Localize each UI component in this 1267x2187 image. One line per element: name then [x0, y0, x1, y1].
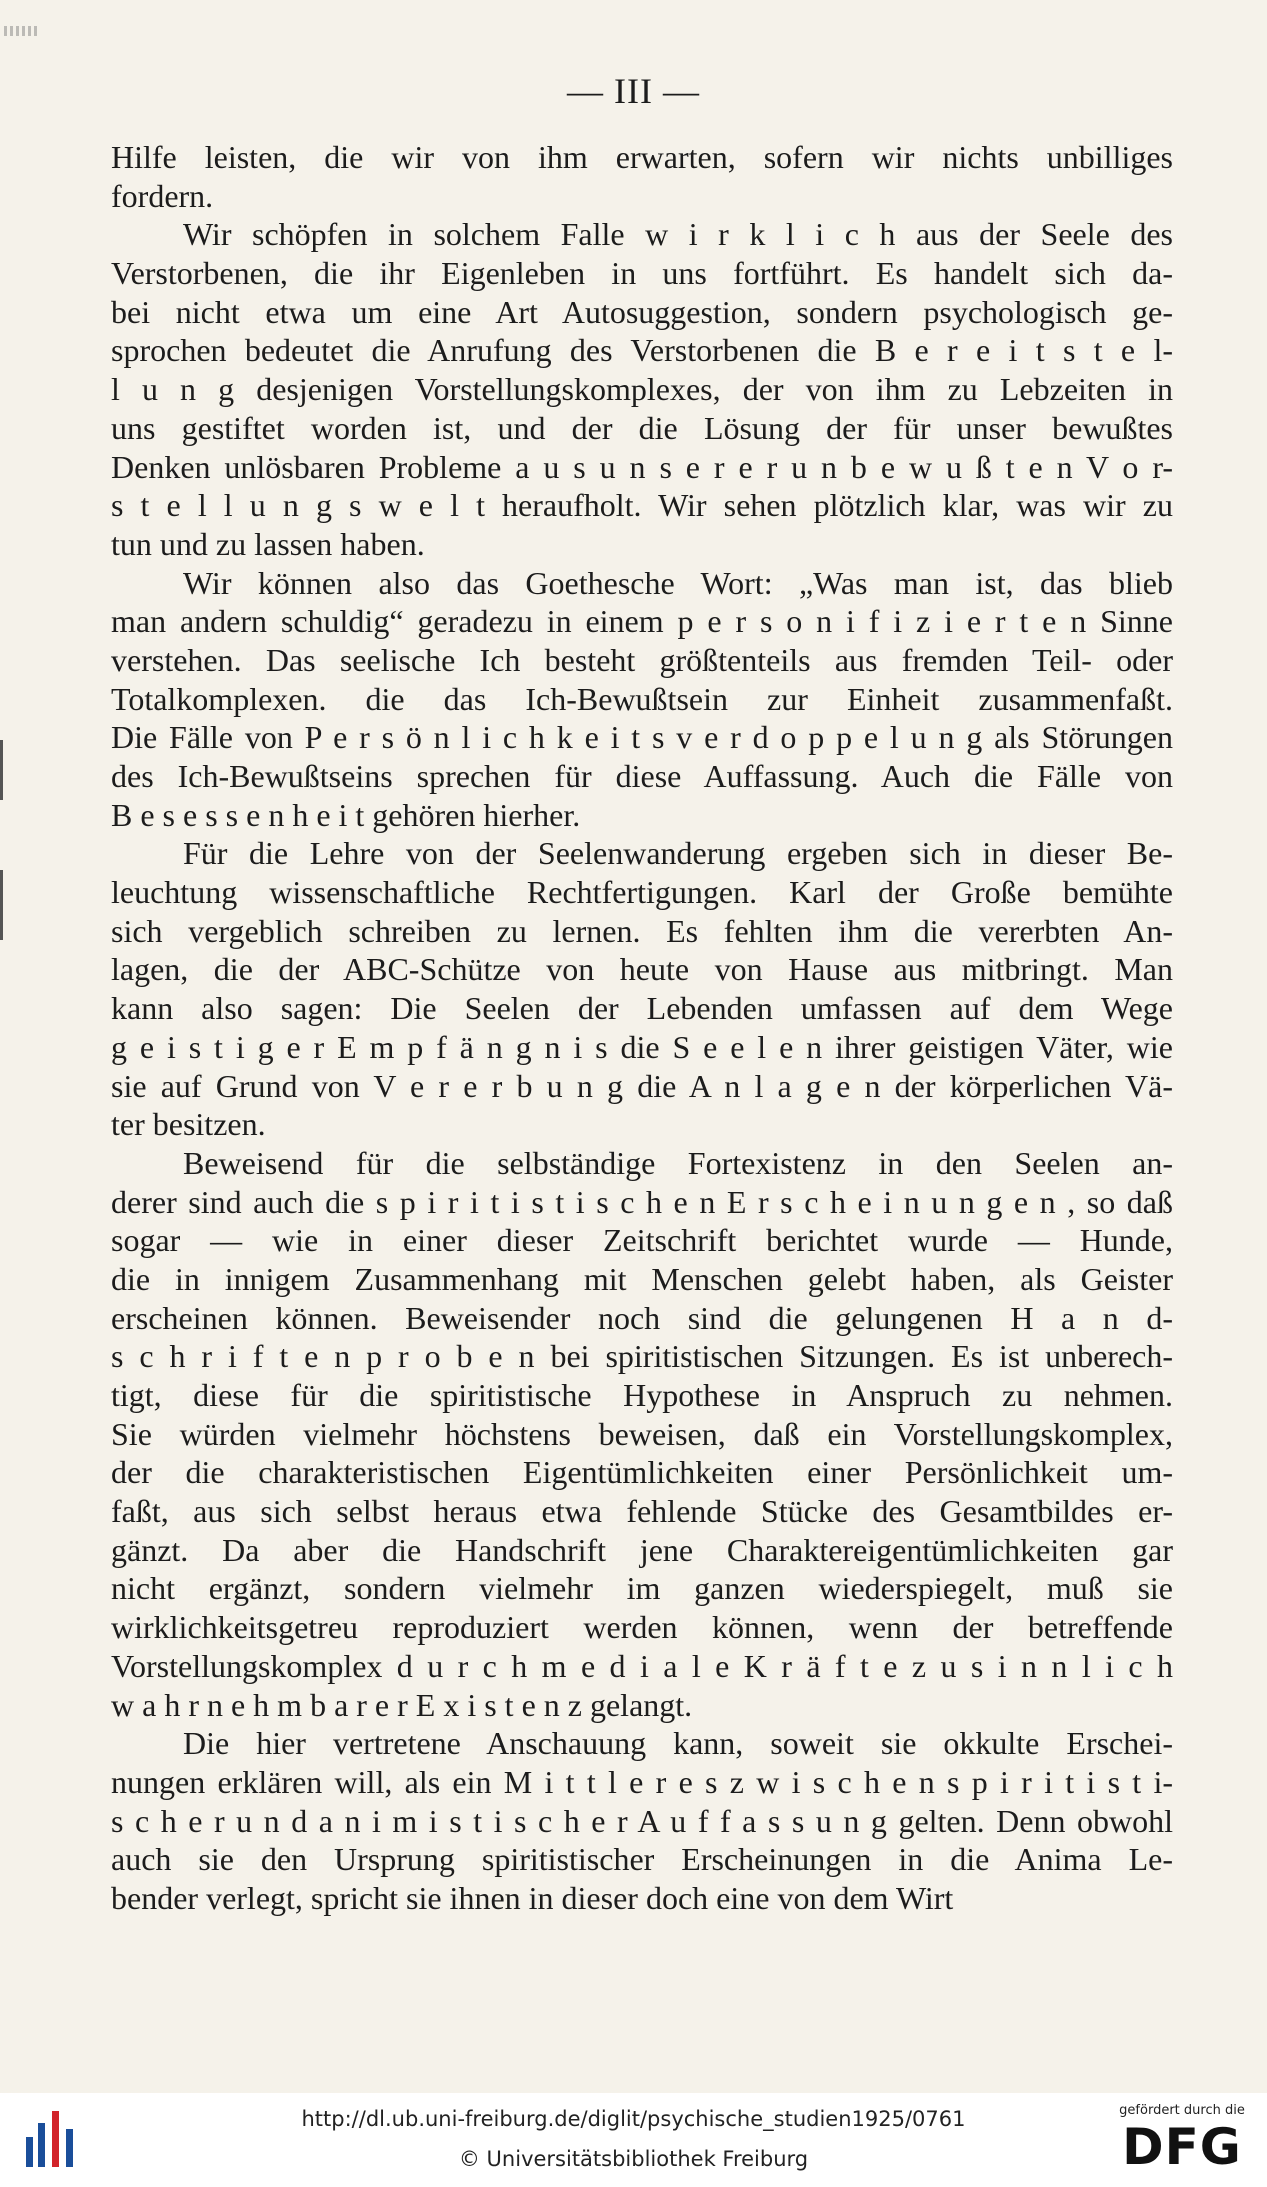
text-line: Wir schöpfen in solchem Falle w i r k l i c h aus der Seele des [183, 216, 1173, 253]
text-line: ter besitzen. [111, 1106, 266, 1143]
permalink-link[interactable]: http://dl.ub.uni-freiburg.de/diglit/psychische_studien1925/0761 [301, 2107, 966, 2131]
text-line: s c h e r u n d a n i m i s t i s c h e r A u f f a s s u n g gelten. Denn obwohl [111, 1802, 1173, 1839]
paragraph [111, 1144, 1173, 1724]
page-edge-mark [0, 740, 3, 800]
body-text [111, 138, 1173, 1918]
text-line: uns gestiftet worden ist, und der die Lösung der für unser bewußtes [111, 409, 1173, 446]
text-line: Die hier vertretene Anschauung kann, soweit sie okkulte Erschei- [183, 1725, 1173, 1762]
text-line: Wir können also das Goethesche Wort: „Was man ist, das blieb [183, 564, 1173, 601]
text-line: erscheinen können. Beweisender noch sind die gelungenen H a n d- [111, 1299, 1173, 1336]
text-line: w a h r n e h m b a r e r E x i s t e n z gelangt. [111, 1686, 693, 1723]
dfg-caption: gefördert durch die [1119, 2103, 1245, 2118]
paragraph [111, 564, 1173, 835]
text-line: Hilfe leisten, die wir von ihm erwarten, sofern wir nichts unbilliges [111, 139, 1173, 175]
text-line: sogar — wie in einer dieser Zeitschrift berichtet wurde — Hunde, [111, 1222, 1173, 1259]
text-line: die in innigem Zusammenhang mit Menschen gelebt haben, als Geister [111, 1260, 1173, 1297]
text-line: l u n g desjenigen Vorstellungskomplexes, der von ihm zu Lebzeiten in [111, 371, 1173, 408]
text-line: sprochen bedeutet die Anrufung des Verstorbenen die B e r e i t s t e l- [111, 332, 1173, 369]
text-line: bei nicht etwa um eine Art Autosuggestion, sondern psychologisch ge- [111, 293, 1173, 330]
text-line: verstehen. Das seelische Ich besteht größtenteils aus fremden Teil- oder [111, 641, 1173, 678]
dfg-logo [1117, 2103, 1247, 2181]
text-line: nungen erklären will, als ein M i t t l e r e s z w i s c h e n s p i r i t i s t i- [111, 1763, 1173, 1800]
text-line: Für die Lehre von der Seelenwanderung ergeben sich in dieser Be- [183, 835, 1173, 872]
text-line: Die Fälle von P e r s ö n l i c h k e i t s v e r d o p p e l u n g als Störungen [111, 719, 1173, 756]
text-line: s t e l l u n g s w e l t heraufholt. Wir sehen plötzlich klar, was wir zu [111, 487, 1173, 524]
page-edge-mark [0, 870, 3, 940]
text-line: tun und zu lassen haben. [111, 525, 425, 562]
text-line: lagen, die der ABC-Schütze von heute von Hause aus mitbringt. Man [111, 951, 1173, 988]
text-line: Beweisend für die selbständige Fortexistenz in den Seelen an- [183, 1144, 1173, 1181]
paragraph [111, 834, 1173, 1144]
footer [0, 2093, 1267, 2187]
text-line: sich vergeblich schreiben zu lernen. Es fehlten ihm die vererbten An- [111, 912, 1173, 949]
text-line: leuchtung wissenschaftliche Rechtfertigungen. Karl der Große bemühte [111, 874, 1173, 911]
paragraph [111, 138, 1173, 215]
text-line: kann also sagen: Die Seelen der Lebenden umfassen auf dem Wege [111, 990, 1173, 1027]
text-line: gänzt. Da aber die Handschrift jene Charaktereigentümlichkeiten gar [111, 1531, 1173, 1568]
text-line: fordern. [111, 177, 214, 214]
text-line: Totalkomplexen. die das Ich-Bewußtsein zur Einheit zusammenfaßt. [111, 680, 1173, 717]
text-line: man andern schuldig“ geradezu in einem p e r s o n i f i z i e r t e n Sinne [111, 603, 1173, 640]
text-line: der die charakteristischen Eigentümlichkeiten einer Persönlichkeit um- [111, 1454, 1173, 1491]
page-number: — III — [567, 71, 700, 111]
paragraph [111, 1724, 1173, 1917]
copyright-text: © Universitätsbibliothek Freiburg [458, 2147, 809, 2171]
text-line: bender verlegt, spricht sie ihnen in dieser doch eine von dem Wirt [111, 1879, 954, 1916]
text-line: Sie würden vielmehr höchstens beweisen, daß ein Vorstellungskomplex, [111, 1415, 1173, 1452]
text-line: Vorstellungskomplex d u r c h m e d i a l e K r ä f t e z u s i n n l i c h [111, 1647, 1173, 1684]
text-line: tigt, diese für die spiritistische Hypothese in Anspruch zu nehmen. [111, 1377, 1173, 1413]
text-line: auch sie den Ursprung spiritistischer Erscheinungen in die Anima Le- [111, 1841, 1173, 1878]
text-line: g e i s t i g e r E m p f ä n g n i s die S e e l e n ihrer geistigen Väter, wie [111, 1028, 1173, 1065]
scan-artifact [4, 26, 38, 36]
text-line: derer sind auch die s p i r i t i s t i s c h e n E r s c h e i n u n g e n , so daß [111, 1183, 1173, 1220]
text-line: wirklichkeitsgetreu reproduziert werden können, wenn der betreffende [111, 1609, 1173, 1646]
text-line: sie auf Grund von V e r e r b u n g die A n l a g e n der körperlichen Vä- [111, 1067, 1173, 1104]
text-line: Denken unlösbaren Probleme a u s u n s e r e r u n b e w u ß t e n V o r- [111, 448, 1173, 485]
text-line: B e s e s s e n h e i t gehören hierher. [111, 796, 581, 833]
text-line: des Ich-Bewußtseins sprechen für diese Auffassung. Auch die Fälle von [111, 758, 1173, 794]
text-line: faßt, aus sich selbst heraus etwa fehlende Stücke des Gesamtbildes er- [111, 1493, 1173, 1530]
dfg-logo-text: DFG [1122, 2118, 1242, 2176]
text-line: Verstorbenen, die ihr Eigenleben in uns fortführt. Es handelt sich da- [111, 255, 1173, 292]
text-line: nicht ergänzt, sondern vielmehr im ganzen wiederspiegelt, muß sie [111, 1570, 1173, 1607]
paragraph [111, 215, 1173, 563]
text-line: s c h r i f t e n p r o b e n bei spiritistischen Sitzungen. Es ist unberech- [111, 1338, 1173, 1375]
